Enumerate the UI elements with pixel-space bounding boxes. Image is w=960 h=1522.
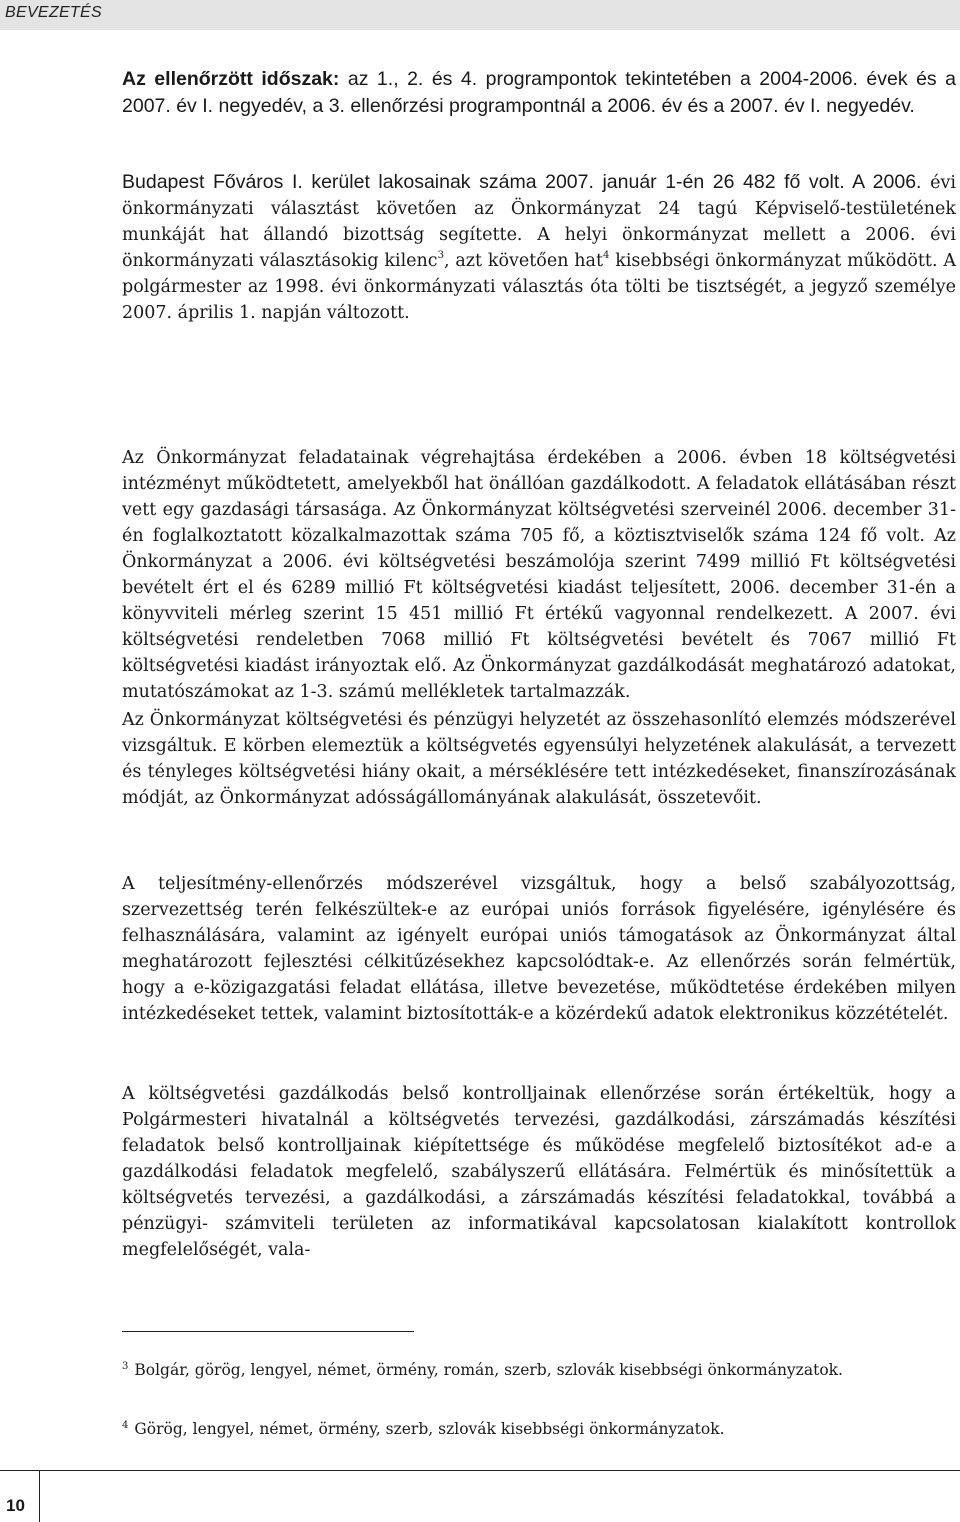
overview-text-c: kisebbségi önkormányzat működött. A polgármester az 1998. évi önkormányzati választás óta tölti be tisztségét, a jegyző személye 2007. április 1. napján változott. <box>122 251 956 323</box>
footnote-mark: 4 <box>122 1420 129 1431</box>
footnote-separator <box>122 1331 414 1332</box>
footnote-text: Bolgár, görög, lengyel, német, örmény, román, szerb, szlovák kisebbségi önkormányzatok. <box>134 1361 843 1379</box>
footnote-mark: 3 <box>122 1361 129 1372</box>
audit-period-label: Az ellenőrzött időszak: <box>122 68 340 90</box>
footnote-3 <box>122 1358 956 1385</box>
overview-text-a: évi önkormányzati választást követően az Önkormányzat 24 tagú Képviselő-testületének munkáját hat állandó bizottság segítette. A helyi önkormányzat mellett a 2006. évi önkormányzati választásokig kilenc <box>122 173 957 271</box>
section-header: BEVEZETÉS <box>5 4 102 21</box>
header-band <box>0 0 960 30</box>
financial-analysis-paragraph: Az Önkormányzat költségvetési és pénzügyi helyzetét az összehasonlító elemzés módszerével vizsgáltuk. E körben elemeztük a költségvetés egyensúlyi helyzetének alakulását, a tervezett és tényleges költségvetési hiány okait, a mérséklésére tett intézkedéseket, finanszírozásának módját, az Önkormányzat adósságállományának alakulását, összetevőit. <box>122 710 956 808</box>
audit-period-text: az 1., 2. és 4. programpontok tekintetében a 2004-2006. évek és a 2007. év I. negyedév, a 3. ellenőrzési programpontnál a 2006. év és a 2007. év I. negyedév. <box>122 68 956 117</box>
internal-control-paragraph: A költségvetési gazdálkodás belső kontrolljainak ellenőrzése során értékeltük, hogy a Polgármesteri hivatalnál a költségvetés tervezési, gazdálkodási, zárszámadás készítési feladatok belső kontrolljainak kiépítettsége és működése megfelelő biztosítékot ad-e a gazdálkodási feladatok megfelelő, szabályszerű ellátására. Felmértük és minősítettük a költségvetés tervezési, a gazdálkodási, a zárszámadás készítési feladatokkal, továbbá a pénzügyi- számviteli területen az informatikával kapcsolatosan kialakított kontrollok megfelelőségét, vala- <box>122 1084 956 1260</box>
budget-paragraph: Az Önkormányzat feladatainak végrehajtása érdekében a 2006. évben 18 költségvetési intézményt működtetett, amelyekből hat önállóan gazdálkodott. A feladatok ellátásában részt vett egy gazdasági társasága. Az Önkormányzat költségvetési szerveinél 2006. december 31-én foglalkoztatott közalkalmazottak száma 705 fő, a köztisztviselők száma 124 fő volt. Az Önkormányzat a 2006. évi költségvetési beszámolója szerint 7499 millió Ft költségvetési bevételt ért el és 6289 millió Ft költségvetési kiadást teljesített, 2006. december 31-én a könyvviteli mérleg szerint 15 451 millió Ft értékű vagyonnal rendelkezett. A 2007. évi költségvetési rendeletben 7068 millió Ft költségvetési bevételt és 7067 millió Ft költségvetési kiadást irányoztak elő. Az Önkormányzat gazdálkodását meghatározó adatokat, mutatószámokat az 1-3. számú mellékletek tartalmazzák. <box>122 448 956 702</box>
performance-audit-paragraph: A teljesítmény-ellenőrzés módszerével vizsgáltuk, hogy a belső szabályozottság, szervezettség terén felkészültek-e az európai uniós források figyelésére, igénylésére és felhasználására, valamint az igényelt európai uniós támogatások az Önkormányzat által meghatározott fejlesztési célkitűzésekhez kapcsolódtak-e. Az ellenőrzés során felmértük, hogy a e-közigazgatási feladat ellátása, illetve bevezetése, működtetése érdekében milyen intézkedéseket tettek, valamint biztosították-e a közérdekű adatok elektronikus közzétételét. <box>122 874 956 1024</box>
population-sentence: Budapest Főváros I. kerület lakosainak száma 2007. január 1-én 26 482 fő volt. A 2006. <box>122 171 922 193</box>
page-number: 10 <box>6 1496 25 1515</box>
footnote-4 <box>122 1417 956 1444</box>
page-footer-rule <box>0 1470 960 1471</box>
district-overview-paragraph <box>122 169 956 326</box>
footnote-ref-4[interactable]: 4 <box>603 250 610 262</box>
footnote-ref-3[interactable]: 3 <box>437 250 444 262</box>
footnote-text: Görög, lengyel, német, örmény, szerb, szlovák kisebbségi önkormányzatok. <box>134 1420 725 1438</box>
overview-text-b: , azt követően hat <box>443 251 604 271</box>
audit-period-paragraph <box>122 66 956 120</box>
